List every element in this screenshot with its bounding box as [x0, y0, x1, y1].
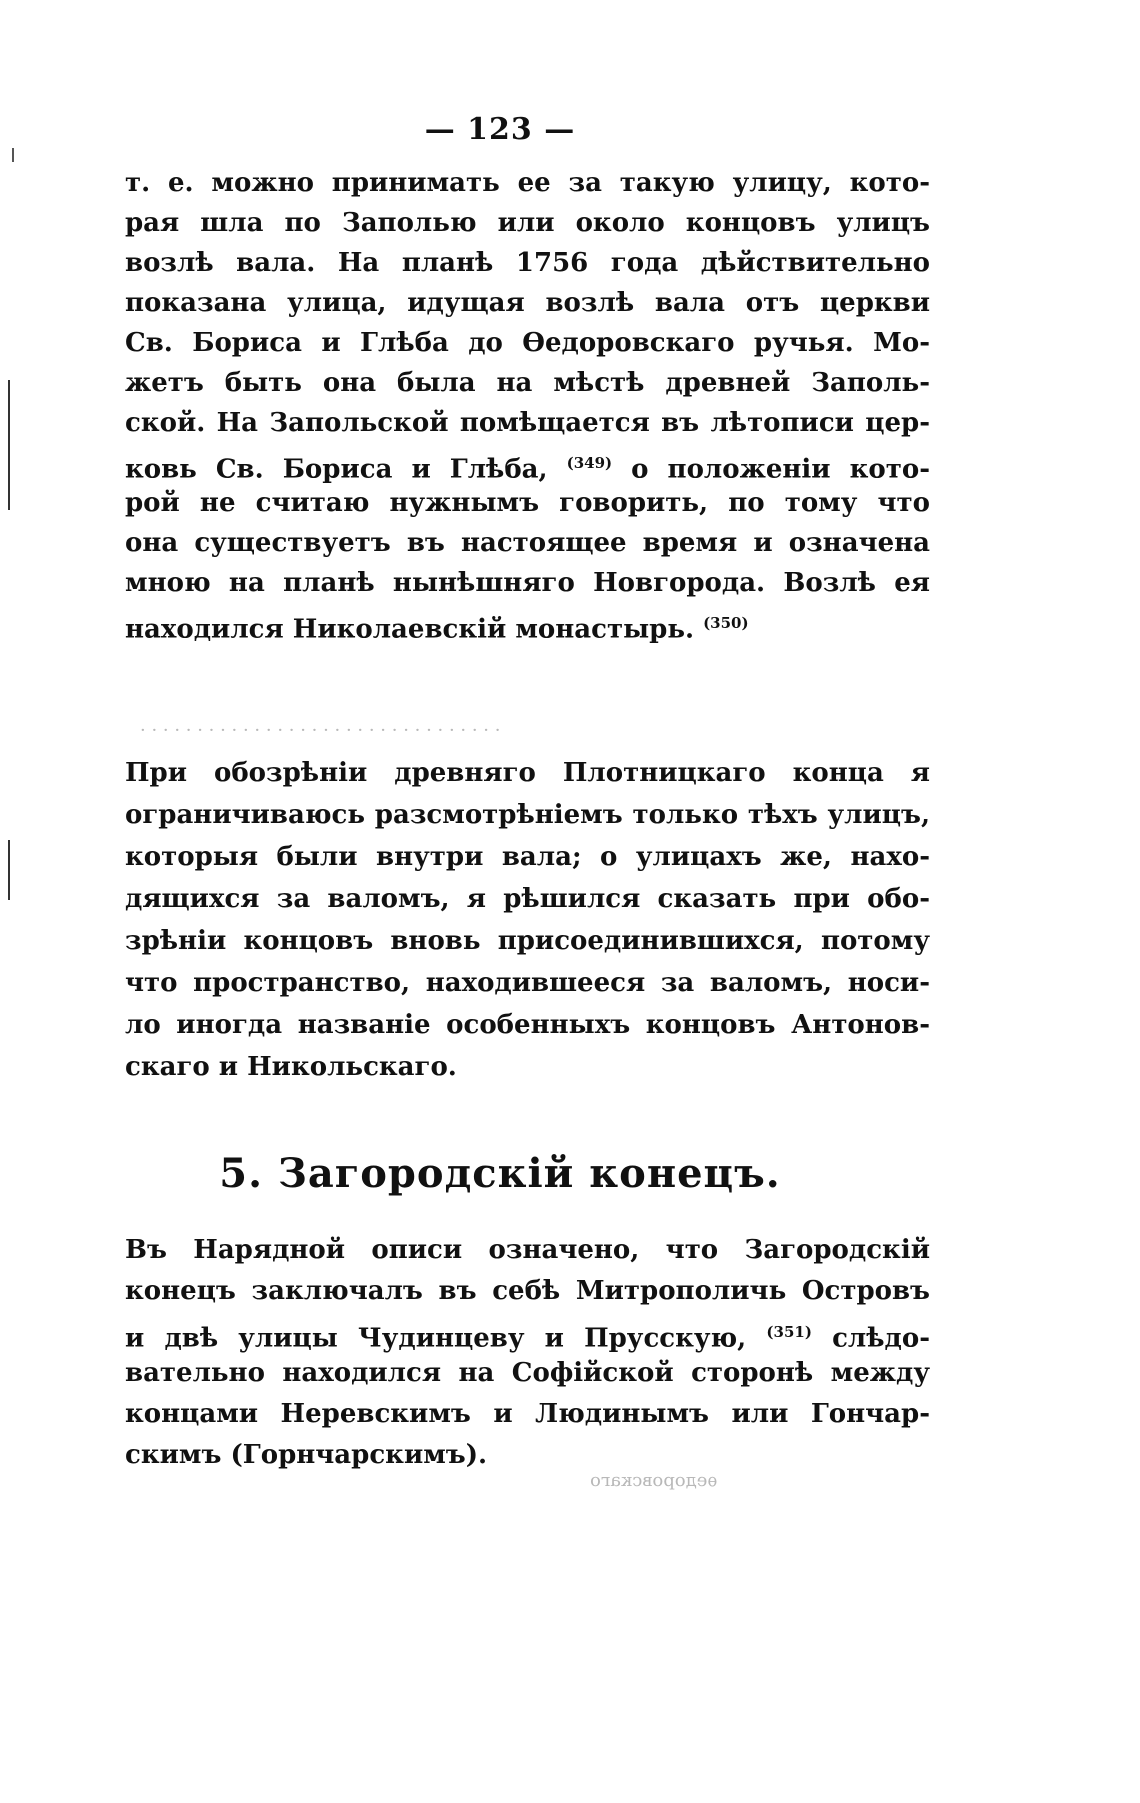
- text-line: рая шла по Заполью или около концовъ улицъ: [125, 208, 930, 238]
- paragraph-2: [125, 752, 930, 1088]
- edge-mark: [12, 148, 14, 162]
- text-line: скаго и Никольскаго.: [125, 1052, 457, 1082]
- text-line: ло иногда названіе особенныхъ концовъ Антонов-: [125, 1010, 930, 1040]
- text-line: находился Николаевскій монастырь. $^{(350)}$: [125, 614, 749, 645]
- bleed-through-text: · · · · · · · · · · · · · · · · · · · · · · · · · · · · · · · ·: [140, 720, 501, 741]
- text-line: мною на планѣ нынѣшняго Новгорода. Возлѣ ея: [125, 568, 930, 598]
- text-line: скимъ (Горнчарскимъ).: [125, 1440, 488, 1470]
- text-line: ской. На Запольской помѣщается въ лѣтописи цер-: [125, 408, 930, 438]
- text-line: При обозрѣніи древняго Плотницкаго конца я: [125, 758, 930, 788]
- margin-rule: [8, 380, 10, 510]
- text-line: Въ Нарядной описи означено, что Загородскій: [125, 1235, 930, 1265]
- footnote-reference: (350): [703, 614, 749, 632]
- page-number: — 123 —: [424, 112, 576, 147]
- text-line: что пространство, находившееся за валомъ, носи-: [125, 968, 930, 998]
- text-line: зрѣніи концовъ вновь присоединившихся, потому: [125, 926, 930, 956]
- text-line: которыя были внутри вала; о улицахъ же, нахо-: [125, 842, 930, 872]
- text-line: ковь Св. Бориса и Глѣба, $^{(349)}$ о положеніи кото-: [125, 454, 930, 485]
- text-line: конецъ заключалъ въ себѣ Митрополичь Островъ: [125, 1276, 930, 1306]
- footnote-reference: (349): [566, 454, 613, 472]
- text-line: она существуетъ въ настоящее время и означена: [125, 528, 930, 558]
- margin-rule: [8, 840, 10, 900]
- text-line: т. е. можно принимать ее за такую улицу, кото-: [125, 168, 930, 198]
- text-line: возлѣ вала. На планѣ 1756 года дѣйствительно: [125, 248, 930, 278]
- paragraph-3: [125, 1230, 930, 1476]
- text-line: дящихся за валомъ, я рѣшился сказать при обо-: [125, 884, 930, 914]
- bleed-through-text: ѳедоровскаго: [590, 1470, 718, 1491]
- text-line: концами Неревскимъ и Людинымъ или Гончар-: [125, 1399, 930, 1429]
- text-line: и двѣ улицы Чудинцеву и Прусскую, $^{(351)}$ слѣдо-: [125, 1323, 930, 1354]
- text-line: Св. Бориса и Глѣба до Ѳедоровскаго ручья. Мо-: [125, 328, 930, 358]
- footnote-reference: (351): [766, 1323, 812, 1341]
- section-heading: 5. Загородскій конецъ.: [219, 1150, 781, 1197]
- text-line: ограничиваюсь разсмотрѣніемъ только тѣхъ улицъ,: [125, 800, 930, 830]
- text-line: жетъ быть она была на мѣстѣ древней Заполь-: [125, 368, 930, 398]
- text-line: рой не считаю нужнымъ говорить, по тому что: [125, 488, 930, 518]
- text-line: вательно находился на Софійской сторонѣ между: [125, 1358, 930, 1388]
- paragraph-1: [125, 163, 930, 643]
- text-line: показана улица, идущая возлѣ вала отъ церкви: [125, 288, 930, 318]
